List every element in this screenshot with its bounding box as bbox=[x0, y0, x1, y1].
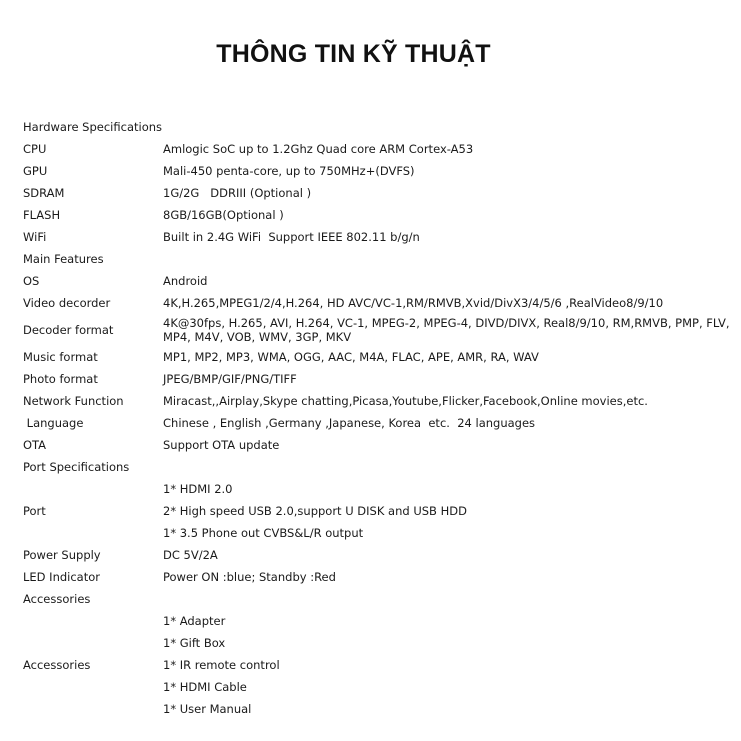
spec-value: 1* Gift Box bbox=[163, 636, 226, 650]
spec-label: SDRAM bbox=[23, 186, 65, 200]
spec-row bbox=[23, 478, 723, 500]
spec-row bbox=[23, 522, 723, 544]
spec-value: 4K,H.265,MPEG1/2/4,H.264, HD AVC/VC-1,RM/RMVB,Xvid/DivX3/4/5/6 ,RealVideo8/9/10 bbox=[163, 296, 664, 310]
spec-row bbox=[23, 346, 723, 368]
spec-label: WiFi bbox=[23, 230, 47, 244]
spec-value: 1* User Manual bbox=[163, 702, 252, 716]
spec-row bbox=[23, 204, 723, 226]
spec-label: Power Supply bbox=[23, 548, 101, 562]
spec-row bbox=[23, 270, 723, 292]
spec-row bbox=[23, 434, 723, 456]
spec-table bbox=[23, 116, 730, 720]
spec-value-line: MP4, M4V, VOB, WMV, 3GP, MKV bbox=[163, 330, 352, 344]
spec-label: Port bbox=[23, 504, 46, 518]
spec-row bbox=[23, 138, 723, 160]
spec-value: 1* Adapter bbox=[163, 614, 226, 628]
spec-row bbox=[23, 368, 723, 390]
spec-row bbox=[23, 248, 723, 270]
page-title: THÔNG TIN KỸ THUẬT bbox=[216, 40, 491, 68]
spec-value: JPEG/BMP/GIF/PNG/TIFF bbox=[163, 372, 297, 386]
spec-value: Android bbox=[163, 274, 208, 288]
spec-row bbox=[23, 412, 723, 434]
spec-label: GPU bbox=[23, 164, 48, 178]
spec-label: Accessories bbox=[23, 658, 91, 672]
spec-row bbox=[23, 544, 723, 566]
spec-value: 1G/2G DDRIII (Optional ) bbox=[163, 186, 312, 200]
spec-value: 1* HDMI Cable bbox=[163, 680, 247, 694]
spec-row bbox=[23, 314, 730, 346]
spec-value: 1* HDMI 2.0 bbox=[163, 482, 233, 496]
spec-label: Port Specifications bbox=[23, 460, 130, 474]
spec-row bbox=[23, 456, 723, 478]
spec-value: 1* IR remote control bbox=[163, 658, 280, 672]
spec-value: 8GB/16GB(Optional ) bbox=[163, 208, 284, 222]
spec-label: FLASH bbox=[23, 208, 61, 222]
spec-label: Language bbox=[23, 416, 84, 430]
spec-value: Miracast,,Airplay,Skype chatting,Picasa,Youtube,Flicker,Facebook,Online movies,etc. bbox=[163, 394, 648, 408]
spec-row bbox=[23, 566, 723, 588]
spec-row bbox=[23, 698, 723, 720]
spec-label: Hardware Specifications bbox=[23, 120, 163, 134]
spec-label: CPU bbox=[23, 142, 47, 156]
spec-value: MP1, MP2, MP3, WMA, OGG, AAC, M4A, FLAC, APE, AMR, RA, WAV bbox=[163, 350, 539, 364]
spec-row bbox=[23, 116, 723, 138]
spec-value: Power ON :blue; Standby :Red bbox=[163, 570, 336, 584]
spec-row bbox=[23, 654, 723, 676]
spec-row bbox=[23, 292, 723, 314]
spec-value: 1* 3.5 Phone out CVBS&L/R output bbox=[163, 526, 364, 540]
spec-label: OS bbox=[23, 274, 40, 288]
spec-row bbox=[23, 588, 723, 610]
spec-label: Accessories bbox=[23, 592, 91, 606]
spec-row bbox=[23, 632, 723, 654]
spec-row bbox=[23, 610, 723, 632]
spec-row bbox=[23, 226, 723, 248]
spec-label: Decoder format bbox=[23, 323, 114, 337]
spec-value bbox=[163, 316, 730, 344]
spec-value: Built in 2.4G WiFi Support IEEE 802.11 b/g/n bbox=[163, 230, 420, 244]
spec-value: Mali-450 penta-core, up to 750MHz+(DVFS) bbox=[163, 164, 415, 178]
spec-value: 2* High speed USB 2.0,support U DISK and USB HDD bbox=[163, 504, 467, 518]
spec-label: Video decorder bbox=[23, 296, 111, 310]
spec-label: Music format bbox=[23, 350, 98, 364]
spec-row bbox=[23, 500, 723, 522]
spec-label: LED Indicator bbox=[23, 570, 101, 584]
spec-value: Chinese , English ,Germany ,Japanese, Korea etc. 24 languages bbox=[163, 416, 536, 430]
spec-label: Photo format bbox=[23, 372, 98, 386]
spec-value-line: 4K@30fps, H.265, AVI, H.264, VC-1, MPEG-2, MPEG-4, DIVD/DIVX, Real8/9/10, RM,RMVB, PMP, FLV, bbox=[163, 316, 730, 330]
spec-label: OTA bbox=[23, 438, 47, 452]
spec-row bbox=[23, 160, 723, 182]
spec-value: Support OTA update bbox=[163, 438, 280, 452]
spec-row bbox=[23, 676, 723, 698]
spec-value: Amlogic SoC up to 1.2Ghz Quad core ARM Cortex-A53 bbox=[163, 142, 474, 156]
spec-row bbox=[23, 390, 723, 412]
spec-label: Network Function bbox=[23, 394, 124, 408]
spec-label: Main Features bbox=[23, 252, 104, 266]
spec-value: DC 5V/2A bbox=[163, 548, 218, 562]
spec-row bbox=[23, 182, 723, 204]
